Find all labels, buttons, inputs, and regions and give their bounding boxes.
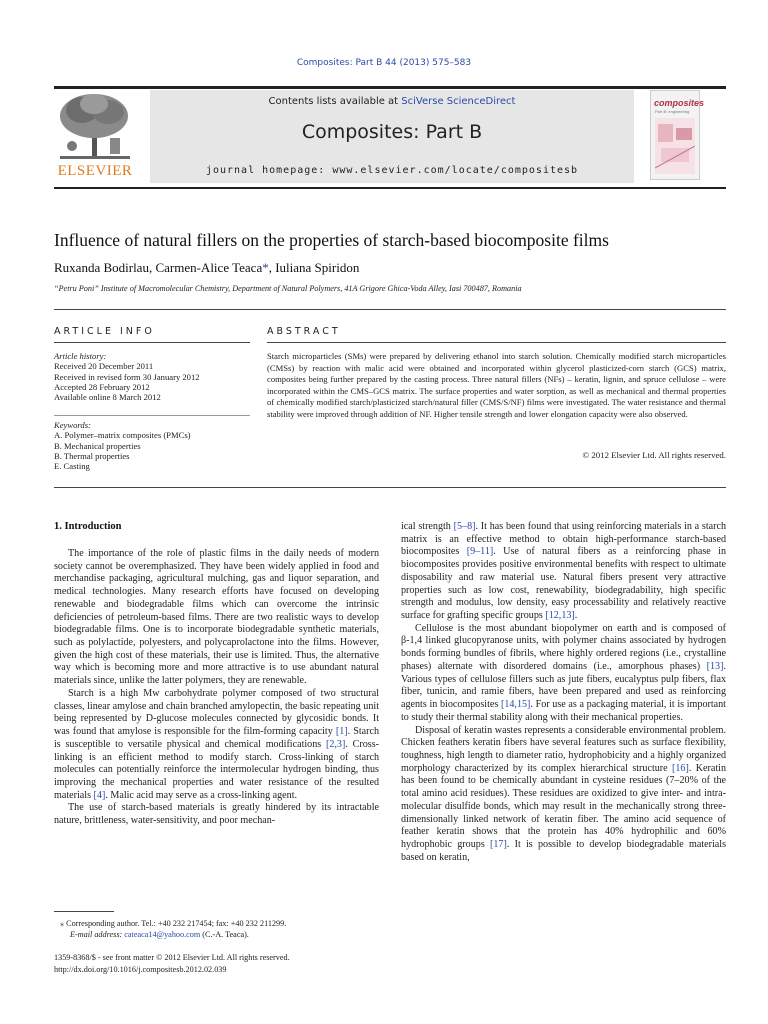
history-item: Received 20 December 2011 — [54, 361, 154, 372]
abstract-text: Starch microparticles (SMs) were prepared by delivering ethanol into starch solution. Chemically modified starch microparticles (CMSs) by reaction with malic acid were obtained and incorporated within glycerol plasticized-corn starch (GCS) matrix, composites being further prepared by the casting process. Three natural fillers (NFs) – keratin, lignin, and spruce cellulose – were incorporated within the CMS–GCS matrix. The surface properties and water sorption, as well as mechanical and thermal properties of chemically modified starch/plasticized starch/natural filler (CMS/S/NF) films were investigated. The water resistance and thermal stability were improved through addition of NF. Higher tensile strength and lower elongation capacity were also observed. — [267, 351, 726, 419]
cover-title: composites — [654, 98, 705, 108]
reference-link[interactable]: [12,13] — [545, 610, 575, 622]
keywords-label: Keywords: — [54, 420, 91, 430]
text-run: Starch is a high Mw carbohydrate polymer composed of two structural classes, linear amylose and chain branched amylopectin, the basic repeating unit being represented by D-glucose molecules connected by glycosidic bonds. It was found that amylose is responsible for the film-forming capacity — [54, 687, 379, 738]
reference-link[interactable]: [5–8] — [453, 521, 476, 532]
text-run: . Cross-linking is an efficient method to modify starch. Cross-linking of starch molecules can potentially reinforce the intermolecular hydrogen binding, thus improving the mechanical properties and water resistance of the resulted materials — [54, 738, 379, 801]
keyword-item: A. Polymer–matrix composites (PMCs) — [54, 430, 191, 441]
journal-homepage[interactable]: journal homepage: www.elsevier.com/locate/compositesb — [205, 165, 579, 176]
text-run: . Starch is susceptible to versatile physical and chemical modifications — [54, 726, 379, 750]
keyword-item: B. Mechanical properties — [54, 440, 141, 451]
paragraph: The importance of the role of plastic films in the daily needs of modern society cannot be overemphasized. They have been widely applied in food and merchandise packaging, agricultural mulching, gas and liquor separation, and medical technologies. Many research efforts have focused on developing renewable and biodegradable films which can overcome the intrinsic deficiencies of petroleum-based films. There are two realistic ways to develop biodegradable films. One is to incorporate biodegradable synthetic materials, such as polylactide, polyesters, and polycaprolactone into the films. However, given the high cost of these materials, their use is limited. Thus, the alternative way which is becoming more and more attractive is to use abundant natural materials since, unlike the latter polymers, they are renewable. — [54, 548, 379, 687]
text-run: Disposal of keratin wastes represents a considerable environmental problem. Chicken feathers keratin fibers have several features such as surface flexibility, toughness, high length to diameter ratio, hydrophobicity and a highly organized morphology characterized by its complex hierarchical structure — [401, 724, 726, 774]
keywords-rule — [54, 415, 250, 416]
journal-cover-thumbnail — [650, 90, 705, 180]
keyword-item: E. Casting — [54, 461, 90, 472]
email-suffix: (C.-A. Teaca). — [200, 930, 249, 939]
keyword-item: B. Thermal properties — [54, 450, 130, 461]
email-label: E-mail address: — [70, 930, 125, 939]
text-run: . It has been found that using reinforcing materials in a starch matrix is an effective method to obtain high-performance starch-based biocomposites — [401, 521, 727, 558]
title-divider — [54, 309, 726, 310]
reference-link[interactable]: [14,15] — [500, 699, 531, 711]
paragraph — [401, 725, 726, 865]
text-run: . Malic acid may serve as a cross-linking agent. — [105, 789, 298, 801]
article-title: Influence of natural fillers on the properties of starch-based biocomposite films — [54, 230, 609, 250]
abstract-bottom-rule — [54, 487, 726, 488]
issn-line: 1359-8368/$ - see front matter © 2012 Elsevier Ltd. All rights reserved. — [54, 953, 290, 962]
contents-prefix: Contents lists available at — [268, 96, 402, 107]
author-affiliation: “Petru Poni” Institute of Macromolecular Chemistry, Department of Natural Polymers, 41A Grigore Ghica-Voda Alley, Iasi 700487, Romania — [54, 284, 522, 293]
text-run: . It is possible to develop biodegradable materials based on keratin, — [401, 838, 727, 863]
corresponding-author-mark[interactable]: * — [262, 260, 269, 275]
authors-part2: , Iuliana Spiridon — [268, 260, 360, 275]
reference-link[interactable]: [4] — [93, 789, 106, 801]
text-run: . Keratin has been found to be chemically abundant in cysteine residues (7–20% of the total amino acid residues). These residues are oxidized to give inter- and intra-molecular disulfide bonds, which may result in the mechanically strong three-dimensionally linked network of keratin fiber. The amino acid sequence of feather keratin shows that the protein has 40% hydrophilic and 60% hydrophobic groups — [401, 762, 726, 850]
corresponding-author-note: ⁎ Corresponding author. Tel.: +40 232 217454; fax: +40 232 211299. — [60, 919, 287, 928]
keywords-block — [54, 420, 254, 471]
text-run: . Use of natural fibers as a reinforcing phase in biocomposites provides positive environmental benefits with respect to ultimate disposability and raw material use. Natural fibers present very attractive properties such as low cost, renewability, biodegradability, high specific strength and modulus, low density, easy processability and relatively reactive surface for grafting specific groups — [401, 546, 726, 622]
reference-link[interactable]: [16] — [672, 762, 689, 774]
sciencedirect-link[interactable]: SciVerse ScienceDirect — [401, 96, 516, 107]
journal-citation[interactable]: Composites: Part B 44 (2013) 575–583 — [296, 58, 472, 68]
history-label: Article history: — [54, 351, 107, 361]
footnote-rule — [54, 911, 114, 912]
contents-line — [150, 96, 634, 107]
article-history — [54, 351, 254, 402]
header-bottom-rule — [54, 187, 726, 189]
body-right-column — [401, 521, 726, 864]
history-item: Accepted 28 February 2012 — [54, 381, 150, 392]
reference-link[interactable]: [1] — [335, 726, 348, 738]
reference-link[interactable]: [9–11] — [466, 546, 494, 558]
paragraph — [54, 688, 379, 802]
abstract-copyright: © 2012 Elsevier Ltd. All rights reserved. — [582, 450, 726, 460]
elsevier-wordmark: ELSEVIER — [57, 163, 133, 179]
reference-link[interactable]: [13] — [706, 660, 724, 672]
article-info-heading: ARTICLE INFO — [54, 326, 155, 337]
paragraph — [401, 623, 726, 725]
history-item: Available online 8 March 2012 — [54, 392, 161, 403]
text-run: . Various types of cellulose fillers such as jute fibers, eucalyptus pulp fibers, flax fiber, tunicin, and ramie fibers, have been prepared and used as reinforcing agents in biocomposites — [401, 660, 726, 711]
paragraph: The use of starch-based materials is greatly hindered by its intractable nature, brittleness, water-sensitivity, and poor mechan- — [54, 802, 379, 827]
elsevier-tree-icon — [54, 90, 136, 162]
reference-link[interactable]: [2,3] — [325, 738, 346, 750]
authors-part1: Ruxanda Bodirlau, Carmen-Alice Teaca — [54, 260, 263, 275]
article-info-rule — [54, 342, 250, 343]
text-run: . For use as a packaging material, it is important to study their thermal stability along with their mechanical properties. — [401, 699, 726, 723]
body-left-column — [54, 548, 379, 828]
text-run: Cellulose is the most abundant biopolymer on earth and is composed of β-1,4 linked glucopyranose units, with polymer chains associated by hydrogen bonds forming bundles of fibrils, where highly ordered regions (i.e., crystalline phases) alternate with disordered domains (i.e., amorphous phases) — [401, 622, 726, 672]
abstract-rule — [267, 342, 726, 343]
email-link[interactable]: cateaca14@yahoo.com — [124, 930, 201, 939]
section-heading: 1. Introduction — [54, 521, 122, 532]
text-run: . — [574, 610, 578, 622]
email-note — [70, 930, 380, 939]
author-list — [54, 260, 359, 276]
abstract-heading: ABSTRACT — [267, 326, 341, 337]
text-run: ical strength — [401, 521, 454, 532]
history-item: Received in revised form 30 January 2012 — [54, 371, 200, 382]
doi-link[interactable]: http://dx.doi.org/10.1016/j.compositesb.2012.02.039 — [54, 965, 227, 974]
paragraph — [401, 521, 726, 623]
journal-name: Composites: Part B — [301, 121, 483, 143]
cover-art-icon — [655, 118, 695, 174]
reference-link[interactable]: [17] — [490, 838, 507, 850]
header-top-rule — [54, 86, 726, 89]
cover-subtitle: Part B: engineering — [655, 109, 690, 114]
